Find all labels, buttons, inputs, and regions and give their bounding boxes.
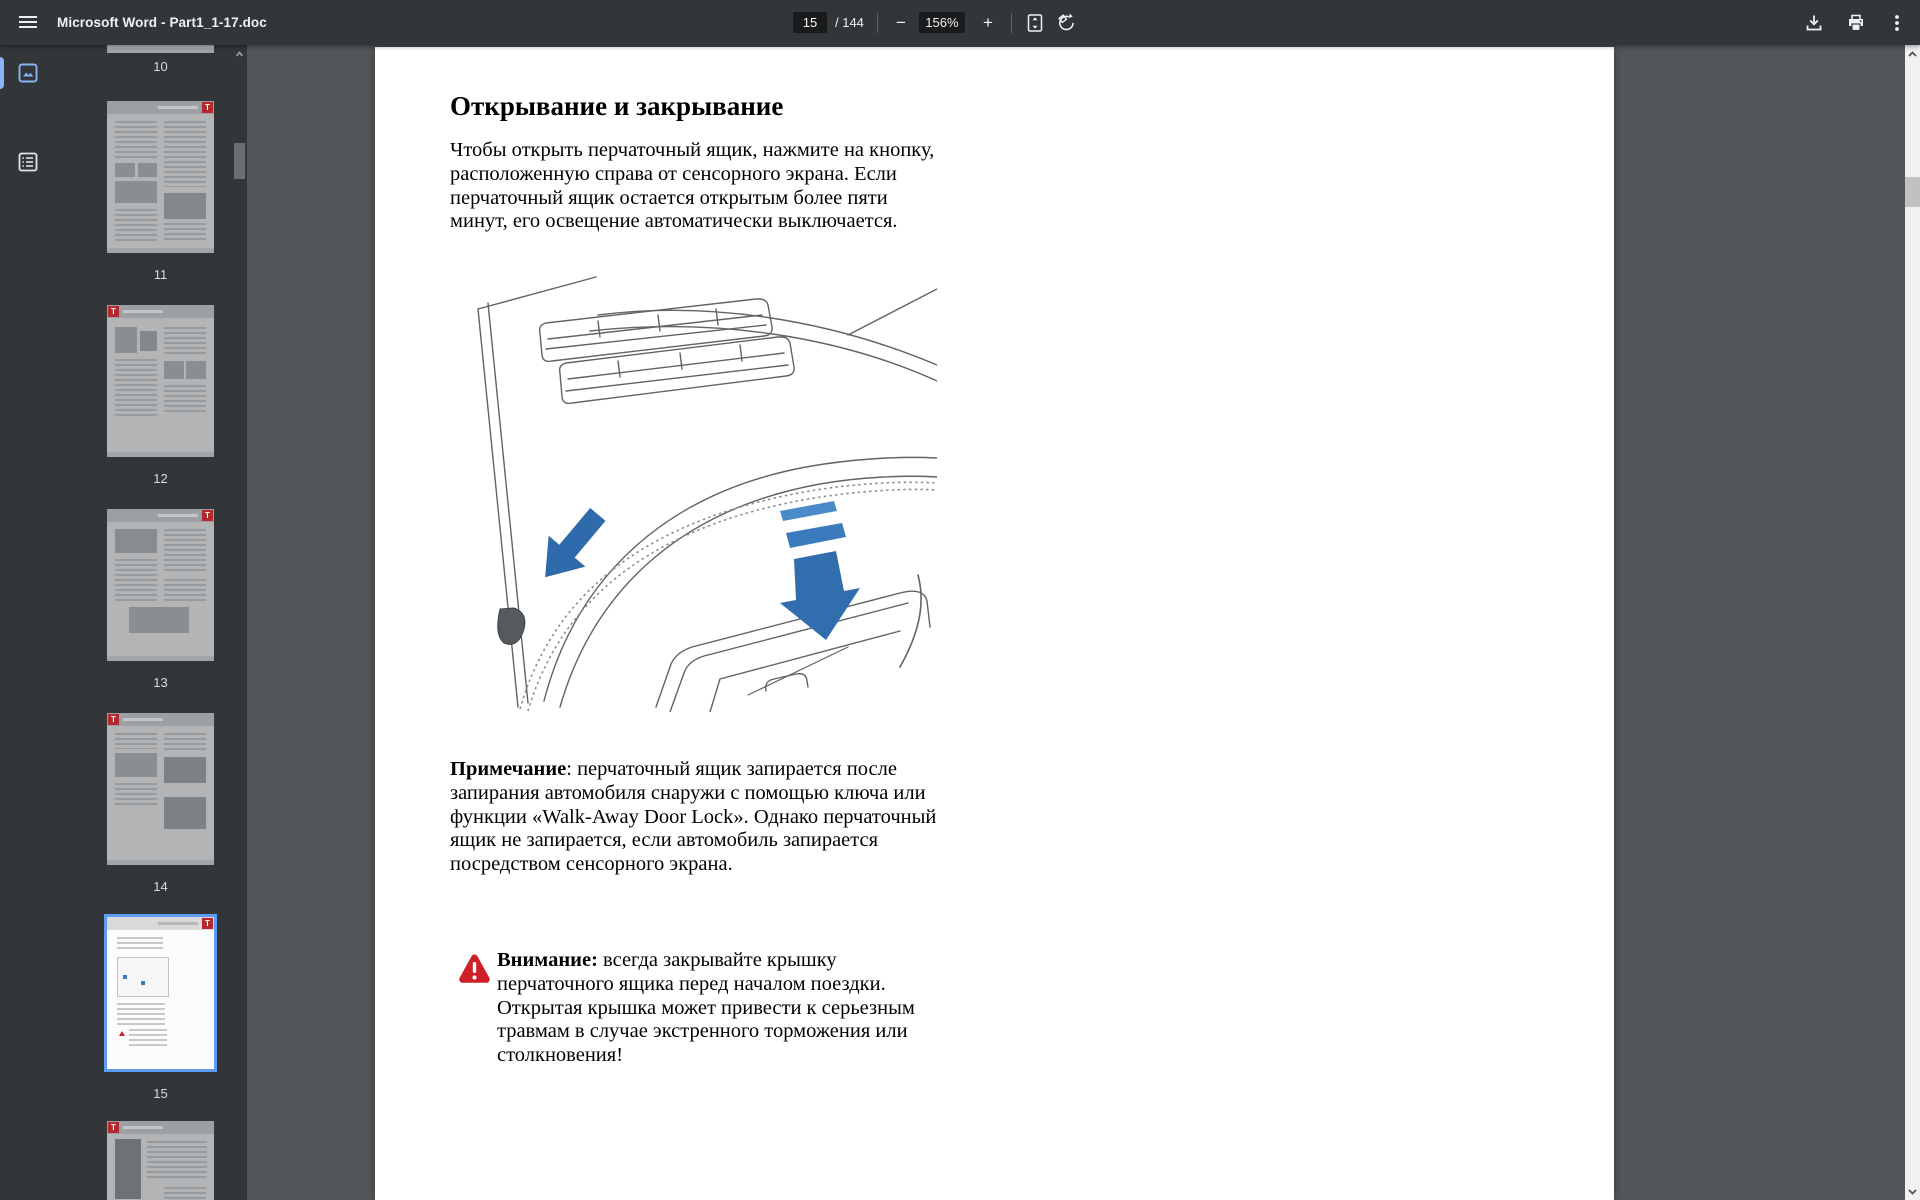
hamburger-icon — [18, 12, 38, 32]
thumbnail-sidebar — [0, 45, 247, 1200]
thumbnail-page-10[interactable] — [107, 45, 214, 53]
outline-panel-button[interactable] — [8, 142, 48, 182]
glovebox-illustration — [448, 275, 937, 712]
fit-to-page-button[interactable] — [1025, 13, 1045, 33]
zoom-level-box[interactable] — [919, 12, 965, 33]
page-total-label: / 144 — [835, 15, 864, 30]
main-scrollbar-thumb[interactable] — [1905, 177, 1920, 207]
button-pointer-arrow — [527, 499, 616, 593]
rotate-ccw-icon — [1056, 12, 1077, 33]
thumbnail-label-15: 15 — [153, 1086, 168, 1101]
thumbnail-page-15-selected[interactable]: T — [107, 917, 214, 1069]
document-outline-icon — [16, 150, 40, 174]
section-heading: Открывание и закрывание — [450, 91, 784, 121]
thumbnail-page-16[interactable]: T — [107, 1121, 214, 1200]
scroll-up-icon — [1907, 49, 1918, 60]
sidebar-scroll-up-icon — [233, 48, 246, 61]
print-button[interactable] — [1846, 13, 1866, 33]
download-icon — [1804, 13, 1824, 33]
thumbnail-page-11[interactable]: T — [107, 101, 214, 253]
thumbnail-page-13[interactable]: T — [107, 509, 214, 661]
sidebar-scrollbar[interactable] — [233, 45, 246, 1200]
pdf-toolbar — [0, 0, 1920, 45]
sidebar-scrollbar-thumb[interactable] — [234, 143, 245, 179]
menu-button[interactable] — [10, 4, 46, 40]
paragraph-opening: Чтобы открыть перчаточный ящик, нажмите на кнопку, расположенную справа от сенсорного экрана. Если перчаточный ящик остается открытым более пяти минут, его освещение автоматически выключается. — [450, 139, 935, 233]
document-title: Microsoft Word - Part1_1-17.doc — [57, 15, 267, 30]
toolbar-divider — [877, 13, 878, 33]
paragraph-note — [450, 758, 950, 877]
thumbnails-icon — [16, 61, 40, 85]
thumbnail-label-14: 14 — [153, 879, 168, 894]
warning-triangle-icon — [458, 953, 491, 984]
document-page-15 — [375, 47, 1614, 1200]
print-icon — [1846, 13, 1866, 33]
download-button[interactable] — [1804, 13, 1824, 33]
toolbar-divider — [1011, 13, 1012, 33]
zoom-in-button[interactable]: + — [982, 12, 993, 32]
thumbnail-label-12: 12 — [153, 471, 168, 486]
more-options-button[interactable] — [1888, 13, 1906, 33]
page-number-input[interactable] — [793, 12, 827, 33]
zoom-level-value: 156% — [925, 15, 959, 30]
warning-body: всегда закрывайте крышку перчаточного ящика перед началом поездки. Открытая крышка может привести к серьезным травмам в случае экстренного торможения или столкновения! — [497, 949, 915, 1067]
page-zoom-controls — [793, 0, 1077, 45]
scroll-down-icon — [1907, 1186, 1918, 1197]
pdf-viewport[interactable] — [247, 45, 1905, 1200]
thumbnails-panel-button[interactable] — [8, 53, 48, 93]
scroll-down-button[interactable] — [1905, 1184, 1920, 1199]
warning-label: Внимание: — [497, 949, 598, 971]
three-dots-icon — [1888, 13, 1906, 33]
zoom-out-button[interactable]: − — [895, 12, 906, 32]
warning-text — [497, 949, 917, 1068]
note-label: Примечание — [450, 758, 567, 780]
thumbnail-label-10: 10 — [153, 59, 168, 74]
thumbnail-label-11: 11 — [153, 267, 168, 282]
fit-page-icon — [1025, 13, 1045, 33]
scroll-up-button[interactable] — [1905, 47, 1920, 62]
toolbar-right-actions — [1804, 0, 1906, 45]
thumbnail-label-13: 13 — [153, 675, 168, 690]
note-body: : перчаточный ящик запирается после запирания автомобиля снаружи с помощью ключа или функции «Walk-Away Door Lock». Однако перчаточный ящик не запирается, если автомобиль запирается посредством сенсорного экрана. — [450, 758, 937, 876]
thumbnail-page-14[interactable]: T — [107, 713, 214, 865]
thumbnail-page-12[interactable]: T — [107, 305, 214, 457]
rotate-button[interactable] — [1056, 12, 1077, 33]
main-scrollbar[interactable] — [1905, 45, 1920, 1200]
active-panel-indicator — [0, 57, 4, 89]
